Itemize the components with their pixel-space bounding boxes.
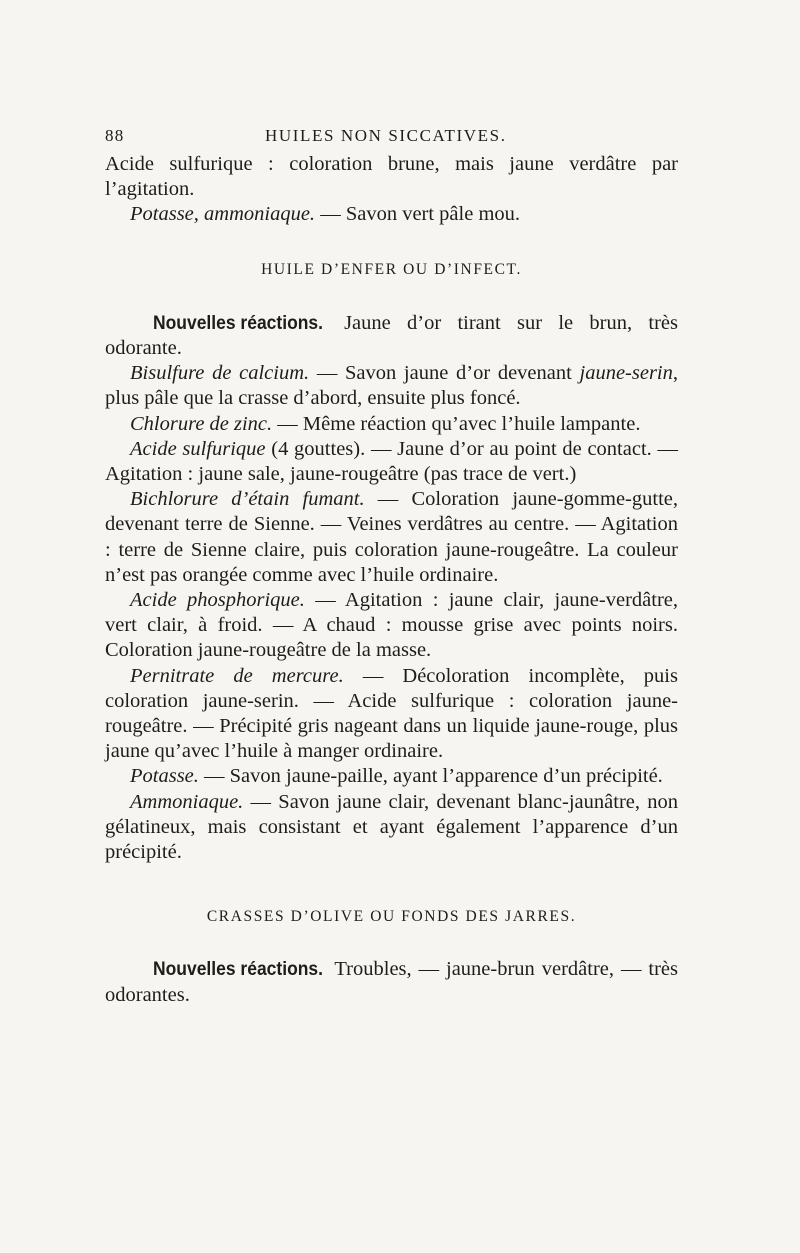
reagent-term: Potasse. [130,765,199,788]
reaction-entry: Ammoniaque. — Savon jaune clair, devenant blanc-jaunâtre, non gélatineux, mais consistant et ayant également l’apparence d’un précipité. [105,790,678,864]
reagent-term: Bichlorure d’étain fumant. [130,488,365,511]
section1-lead: Nouvelles réactions. Jaune d’or tirant sur le brun, très odorante. [105,311,678,360]
reaction-entry: Pernitrate de mercure. — Décoloration incomplète, puis coloration jaune-serin. — Acide sulfurique : coloration jaune-rougeâtre. — Précipité gris nageant dans un liquide jaune-rouge, plus jaune qu’avec l’huile à manger ordinaire. [105,664,678,763]
section-heading-huile-d-enfer: HUILE D’ENFER OU D’INFECT. [261,260,522,278]
reagent-term: Bisulfure de calcium. [130,362,310,385]
section-lead-label: Nouvelles réactions. [153,959,324,981]
reagent-term: Chlorure de zinc. [130,412,273,435]
reaction-entry: Potasse. — Savon jaune-paille, ayant l’apparence d’un précipité. [130,765,663,788]
reaction-entry: Acide sulfurique (4 gouttes). — Jaune d’or au point de contact. — Agitation : jaune sale, jaune-rougeâtre (pas trace de vert.) [105,437,678,486]
book-page [105,118,678,1008]
reaction-entry: Bichlorure d’étain fumant. — Coloration jaune-gomme-gutte, devenant terre de Sienne. — Veines verdâtres au centre. — Agitation : terre de Sienne claire, puis coloration jaune-rougeâtre. La couleur n’est pas orangée comme avec l’huile ordinaire. [105,488,678,586]
section-heading-crasses-d-olive: CRASSES D’OLIVE OU FONDS DES JARRES. [206,908,577,926]
reagent-term: Potasse, ammoniaque. [130,203,316,226]
running-head [105,118,678,152]
reagent-term: Acide sulfurique [130,437,266,460]
intro-paragraph-2: Potasse, ammoniaque. — Savon vert pâle mou. [130,203,521,226]
reaction-entry: Bisulfure de calcium. — Savon jaune d’or devenant jaune-serin, plus pâle que la crasse d’abord, ensuite plus foncé. [105,362,678,410]
running-title: HUILES NON SICCATIVES. [265,126,507,145]
reagent-term: Acide phosphorique. [130,589,305,612]
reaction-entry: Acide phosphorique. — Agitation : jaune clair, jaune-verdâtre, vert clair, à froid. — A chaud : mousse grise avec points noirs. Coloration jaune-rougeâtre de la masse. [105,589,679,662]
section2-lead: Nouvelles réactions. Troubles, — jaune-brun verdâtre, — très odorantes. [105,958,678,1006]
reaction-entry: Chlorure de zinc. — Même réaction qu’avec l’huile lampante. [130,412,641,435]
reagent-term: Pernitrate de mercure. [130,664,344,687]
page-number: 88 [105,126,125,145]
reagent-term: Ammoniaque. [130,790,244,813]
section-lead-label: Nouvelles réactions. [153,312,324,334]
intro-paragraph-1: Acide sulfurique : coloration brune, mais jaune verdâtre par l’agitation. [105,153,678,201]
page-body [105,152,678,1008]
